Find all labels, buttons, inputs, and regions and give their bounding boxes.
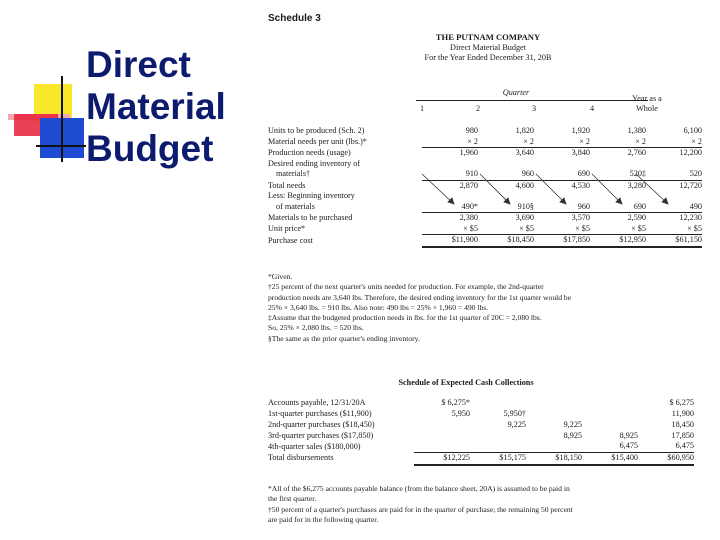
- row-value: 2,870: [459, 180, 478, 190]
- cash-row-value: [526, 398, 582, 409]
- cash-row-value: $12,225: [414, 452, 470, 464]
- row-value: 1,960: [459, 148, 478, 158]
- row-value: 1,380: [627, 126, 646, 136]
- cash-row-value: $60,950: [638, 452, 694, 464]
- cash-row-value: 9,225: [563, 419, 582, 429]
- row-value: 690: [590, 202, 646, 213]
- cash-footnote-2: the first quarter.: [268, 494, 317, 504]
- row-value: 520‡: [590, 169, 646, 180]
- row-value: [646, 159, 702, 170]
- row-value: × 2: [478, 137, 534, 148]
- cash-row: [268, 441, 694, 452]
- budget-row: [268, 224, 702, 235]
- row-value: 960: [534, 202, 590, 213]
- cash-footnote-3: †50 percent of a quarter's purchases are paid for in the quarter of purchase; the remaining 50 percent: [268, 504, 573, 514]
- cash-row-value: [526, 409, 582, 420]
- row-value: 490: [646, 202, 702, 213]
- row-value: 690: [534, 169, 590, 180]
- row-label: Purchase cost: [268, 235, 313, 245]
- cash-row: [268, 420, 694, 431]
- cash-row-label: 3rd-quarter purchases ($17,850): [268, 430, 374, 440]
- title-line-1: Direct: [86, 44, 191, 85]
- cash-row-value: [470, 430, 526, 441]
- company-name: THE PUTNAM COMPANY: [435, 32, 541, 42]
- row-label: Material needs per unit (lbs.)*: [268, 136, 367, 146]
- decorative-squares: [0, 0, 90, 180]
- budget-row: [268, 148, 702, 159]
- budget-name: Direct Material Budget: [450, 43, 526, 52]
- slide-title: [86, 44, 261, 170]
- row-value: 3,570: [571, 213, 590, 223]
- cash-row-label: 4th-quarter sales ($180,000): [268, 441, 361, 451]
- row-value: × $5: [422, 224, 478, 235]
- cash-schedule-table: [268, 398, 694, 466]
- cash-schedule-title: Schedule of Expected Cash Collections: [398, 378, 534, 387]
- row-value: [534, 159, 590, 170]
- row-value: × $5: [478, 224, 534, 235]
- budget-row: [268, 126, 702, 137]
- row-value: 3,640: [515, 148, 534, 158]
- cash-row-value: 5,950: [451, 408, 470, 418]
- cash-row-value: [470, 441, 526, 452]
- cash-row-value: [470, 398, 526, 409]
- col-header-4: 4: [589, 104, 595, 113]
- row-value: 4,530: [571, 180, 590, 190]
- footnote-3: production needs are 3,640 lbs. Therefore, the desired ending inventory for the 1st quarter would be: [268, 292, 572, 302]
- row-value: × 2: [646, 137, 702, 148]
- row-value: 1,820: [515, 126, 534, 136]
- row-value: 910: [422, 169, 478, 180]
- footnote-5: ‡Assume that the budgeted production needs in lbs. for the 1st quarter of 20C = 2,080 lbs.: [268, 313, 542, 323]
- row-value: × $5: [590, 224, 646, 235]
- row-label: Production needs (usage): [268, 147, 351, 157]
- row-label: materials†: [276, 169, 311, 179]
- cash-row-label: 2nd-quarter purchases ($18,450): [268, 419, 375, 429]
- footnote-1: *Given.: [268, 272, 293, 281]
- row-value: 960: [478, 169, 534, 180]
- cash-row: [268, 430, 694, 441]
- row-value: 2,380: [459, 213, 478, 223]
- col-header-3: 3: [531, 104, 537, 113]
- cash-row-value: [582, 398, 638, 409]
- cash-row-value: $18,150: [526, 452, 582, 464]
- row-value: 12,230: [679, 213, 702, 223]
- budget-row: [268, 213, 702, 224]
- title-line-3: Budget: [86, 128, 214, 169]
- row-value: 3,690: [515, 213, 534, 223]
- row-value: [478, 159, 534, 170]
- cash-row: [268, 398, 694, 409]
- row-value: $18,450: [478, 235, 534, 247]
- col-header-2: 2: [475, 104, 481, 113]
- budget-row: [268, 137, 702, 148]
- title-line-2: Material: [86, 86, 226, 127]
- cash-row-value: 6,475: [638, 441, 694, 452]
- quarter-label: Quarter: [502, 88, 530, 97]
- footnote-7: §The same as the prior quarter's ending inventory.: [268, 333, 420, 343]
- row-label: Units to be produced (Sch. 2): [268, 126, 365, 136]
- cash-row-value: [526, 441, 582, 452]
- row-value: × 2: [422, 137, 478, 148]
- row-value: $17,850: [534, 235, 590, 247]
- row-value: × 2: [534, 137, 590, 148]
- cash-row-value: [414, 441, 470, 452]
- cash-row-value: [582, 409, 638, 420]
- cash-row-label: Accounts payable, 12/31/20A: [268, 398, 366, 408]
- row-label: of materials: [276, 202, 315, 212]
- cash-row-value: $ 6,275: [669, 398, 694, 408]
- row-value: × $5: [534, 224, 590, 235]
- col-header-1: 1: [419, 104, 425, 113]
- row-value: $11,900: [422, 235, 478, 247]
- row-value: 4,600: [515, 180, 534, 190]
- cash-row-value: 6,475: [582, 441, 638, 452]
- cash-row-label: Total disbursements: [268, 453, 334, 463]
- row-value: 3,840: [571, 148, 590, 158]
- row-label: Desired ending inventory of: [268, 158, 361, 168]
- row-value: × 2: [590, 137, 646, 148]
- footnote-2: †25 percent of the next quarter's units needed for production. For example, the 2nd-quarter: [268, 282, 544, 292]
- cash-row-value: 17,850: [671, 430, 694, 440]
- cash-row-value: 9,225: [507, 419, 526, 429]
- cash-row-value: 11,900: [671, 408, 694, 418]
- row-label: Total needs: [268, 180, 306, 190]
- cash-row-value: 5,950†: [503, 408, 526, 418]
- row-value: 3,280: [627, 180, 646, 190]
- cash-row-value: $15,400: [582, 452, 638, 464]
- footnote-6: So, 25% × 2,080 lbs. = 520 lbs.: [268, 323, 364, 333]
- cash-footnote-1: *All of the $6,275 accounts payable balance (from the balance sheet, 20A) is assumed to be paid in: [268, 484, 570, 493]
- row-value: [590, 159, 646, 170]
- cash-row-label: 1st-quarter purchases ($11,900): [268, 408, 372, 418]
- cash-row-value: 8,925: [563, 430, 582, 440]
- row-value: $12,950: [590, 235, 646, 247]
- row-value: × $5: [646, 224, 702, 235]
- cash-footnotes: [268, 484, 628, 525]
- budget-row: [268, 235, 702, 247]
- cash-row: [268, 409, 694, 420]
- row-value: $61,150: [646, 235, 702, 247]
- row-value: 980: [465, 126, 478, 136]
- row-value: 520: [646, 169, 702, 180]
- row-value: 910§: [478, 202, 534, 213]
- cash-row-value: [582, 420, 638, 431]
- cash-row: [268, 452, 694, 464]
- cash-row-value: 18,450: [671, 419, 694, 429]
- cash-row-value: [414, 420, 470, 431]
- carryover-arrows: [406, 170, 686, 214]
- row-value: 6,100: [683, 126, 702, 136]
- row-value: 12,720: [679, 180, 702, 190]
- row-value: 2,590: [627, 213, 646, 223]
- cash-row-value: 8,925: [619, 430, 638, 440]
- row-label: Materials to be purchased: [268, 213, 353, 223]
- cash-footnote-4: are paid for in the following quarter.: [268, 514, 379, 524]
- budget-period: For the Year Ended December 31, 20B: [424, 53, 552, 62]
- col-header-year: Year as a Whole: [632, 94, 662, 113]
- quarter-rule: [416, 100, 648, 101]
- footnote-4: 25% × 3,640 lbs. = 910 lbs. Also note: 490 lbs = 25% × 1,960 = 490 lbs.: [268, 302, 489, 312]
- row-value: [422, 159, 478, 170]
- schedule-label: Schedule 3: [268, 13, 321, 24]
- row-label: Unit price*: [268, 224, 306, 234]
- cash-row-value: $ 6,275*: [441, 398, 470, 408]
- cash-row-value: [414, 430, 470, 441]
- schedule-document: [266, 8, 710, 538]
- budget-row: [268, 159, 702, 170]
- row-label: Less: Beginning inventory: [268, 191, 355, 201]
- row-value: 490*: [422, 202, 478, 213]
- row-value: 12,200: [679, 148, 702, 158]
- row-value: 2,760: [627, 148, 646, 158]
- cash-row-value: $15,175: [470, 452, 526, 464]
- row-value: 1,920: [571, 126, 590, 136]
- budget-footnotes: [268, 272, 628, 344]
